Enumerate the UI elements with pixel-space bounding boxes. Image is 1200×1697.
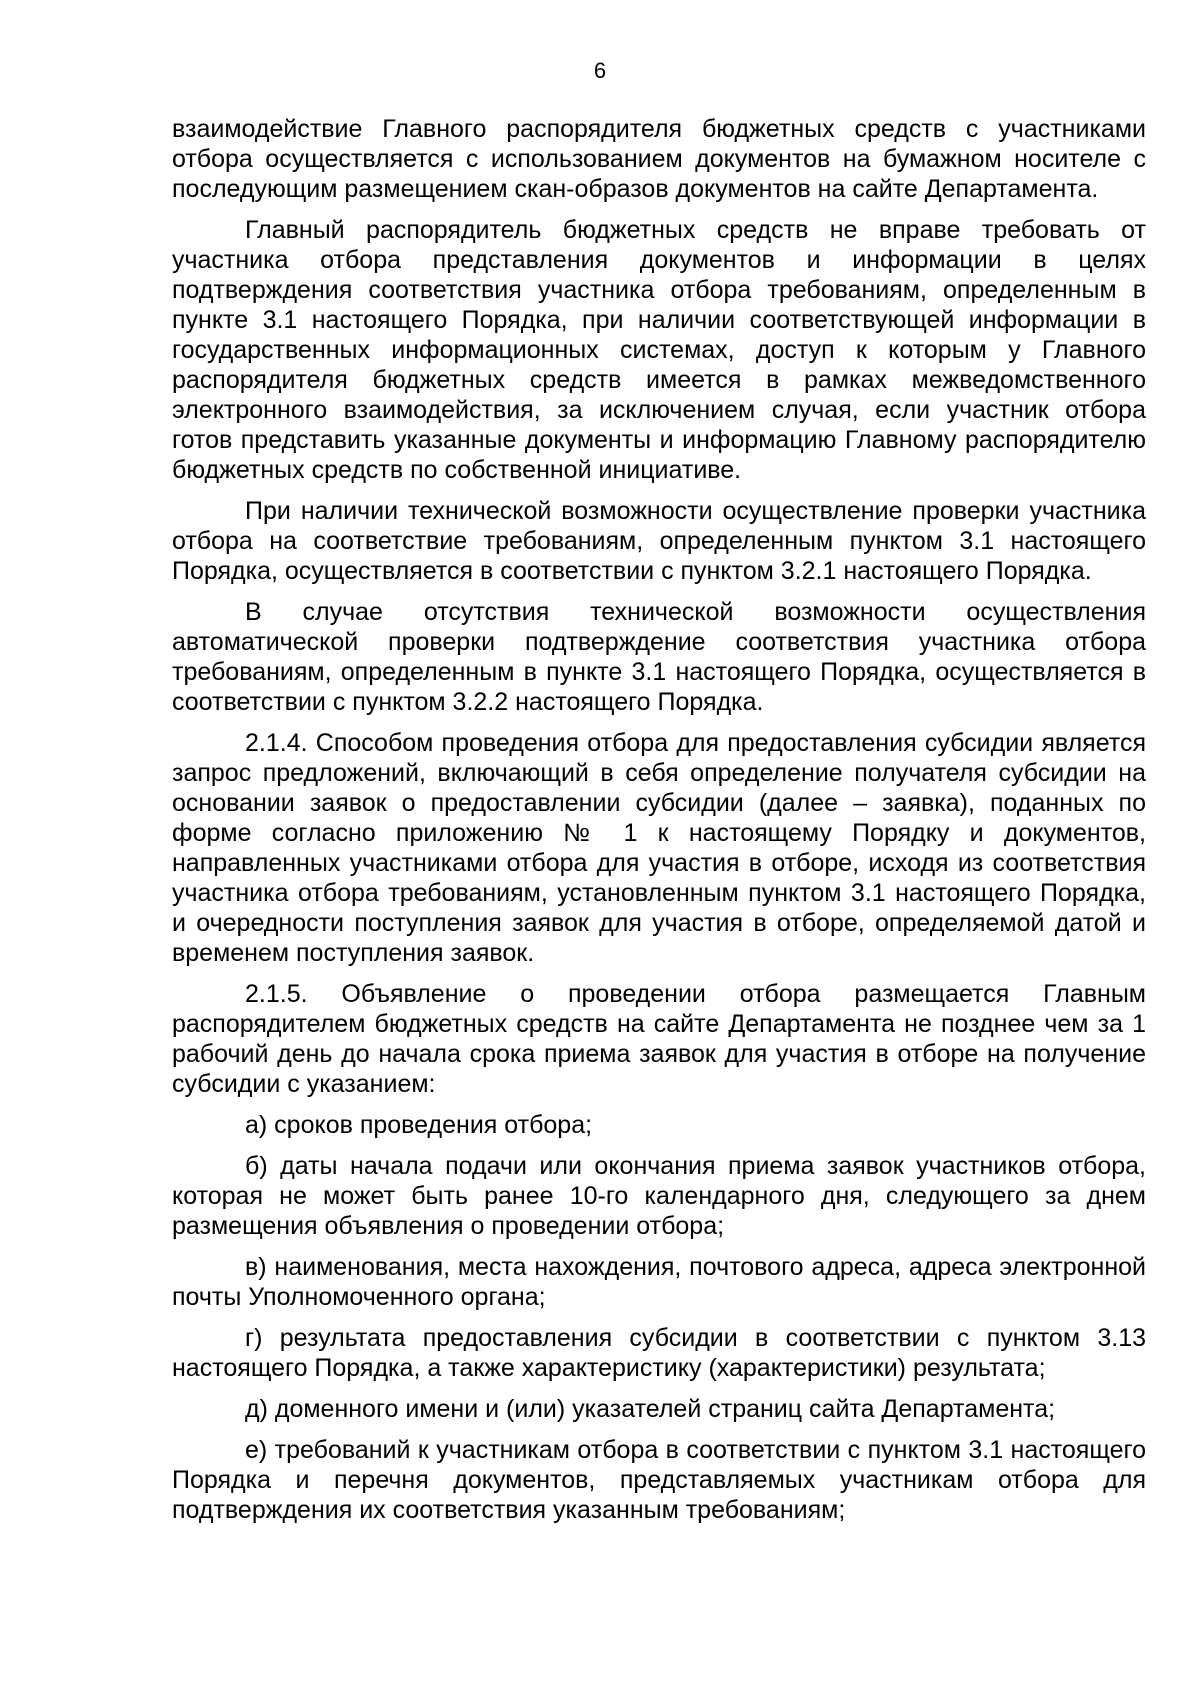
page-number: 6	[593, 58, 607, 83]
list-item-e: е) требований к участникам отбора в соответствии с пунктом 3.1 настоящего Порядка и перечня документов, представляемых участникам отбора для подтверждения их соответствия указанным требованиям;	[172, 1436, 1146, 1524]
list-item-v: в) наименования, места нахождения, почтового адреса, адреса электронной почты Уполномоченного органа;	[172, 1253, 1146, 1311]
list-item-d: д) доменного имени и (или) указателей страниц сайта Департамента;	[245, 1395, 1056, 1423]
paragraph-continuation: взаимодействие Главного распорядителя бюджетных средств с участниками отбора осуществляется с использованием документов на бумажном носителе с последующим размещением скан-образов документов на сайте Департамента.	[172, 115, 1146, 203]
paragraph: Главный распорядитель бюджетных средств не вправе требовать от участника отбора представления документов и информации в целях подтверждения соответствия участника отбора требованиям, определенным в пункте 3.1 настоящего Порядка, при наличии соответствующей информации в государственных информационных системах, доступ к которым у Главного распорядителя бюджетных средств имеется в рамках межведомственного электронного взаимодействия, за исключением случая, если участник отбора готов представить указанные документы и информацию Главному распорядителю бюджетных средств по собственной инициативе.	[172, 216, 1146, 484]
document-body	[172, 114, 1146, 1536]
paragraph-clause-2-1-5: 2.1.5. Объявление о проведении отбора размещается Главным распорядителем бюджетных средств на сайте Департамента не позднее чем за 1 рабочий день до начала срока приема заявок для участия в отборе на получение субсидии с указанием:	[172, 980, 1146, 1098]
paragraph-clause-2-1-4: 2.1.4. Способом проведения отбора для предоставления субсидии является запрос предложений, включающий в себя определение получателя субсидии на основании заявок о предоставлении субсидии (далее – заявка), поданных по форме согласно приложению № 1 к настоящему Порядку и документов, направленных участниками отбора для участия в отборе, исходя из соответствия участника отбора требованиям, установленным пунктом 3.1 настоящего Порядка, и очередности поступления заявок для участия в отборе, определяемой датой и временем поступления заявок.	[172, 729, 1146, 967]
list-item-a: а) сроков проведения отбора;	[245, 1111, 593, 1139]
list-item-g: г) результата предоставления субсидии в соответствии с пунктом 3.13 настоящего Порядка, а также характеристику (характеристики) результата;	[172, 1324, 1146, 1382]
list-item-b: б) даты начала подачи или окончания приема заявок участников отбора, которая не может быть ранее 10-го календарного дня, следующего за днем размещения объявления о проведении отбора;	[172, 1152, 1146, 1240]
paragraph: В случае отсутствия технической возможности осуществления автоматической проверки подтверждение соответствия участника отбора требованиям, определенным в пункте 3.1 настоящего Порядка, осуществляется в соответствии с пунктом 3.2.2 настоящего Порядка.	[172, 598, 1146, 716]
paragraph: При наличии технической возможности осуществление проверки участника отбора на соответствие требованиям, определенным пунктом 3.1 настоящего Порядка, осуществляется в соответствии с пунктом 3.2.1 настоящего Порядка.	[172, 497, 1146, 585]
